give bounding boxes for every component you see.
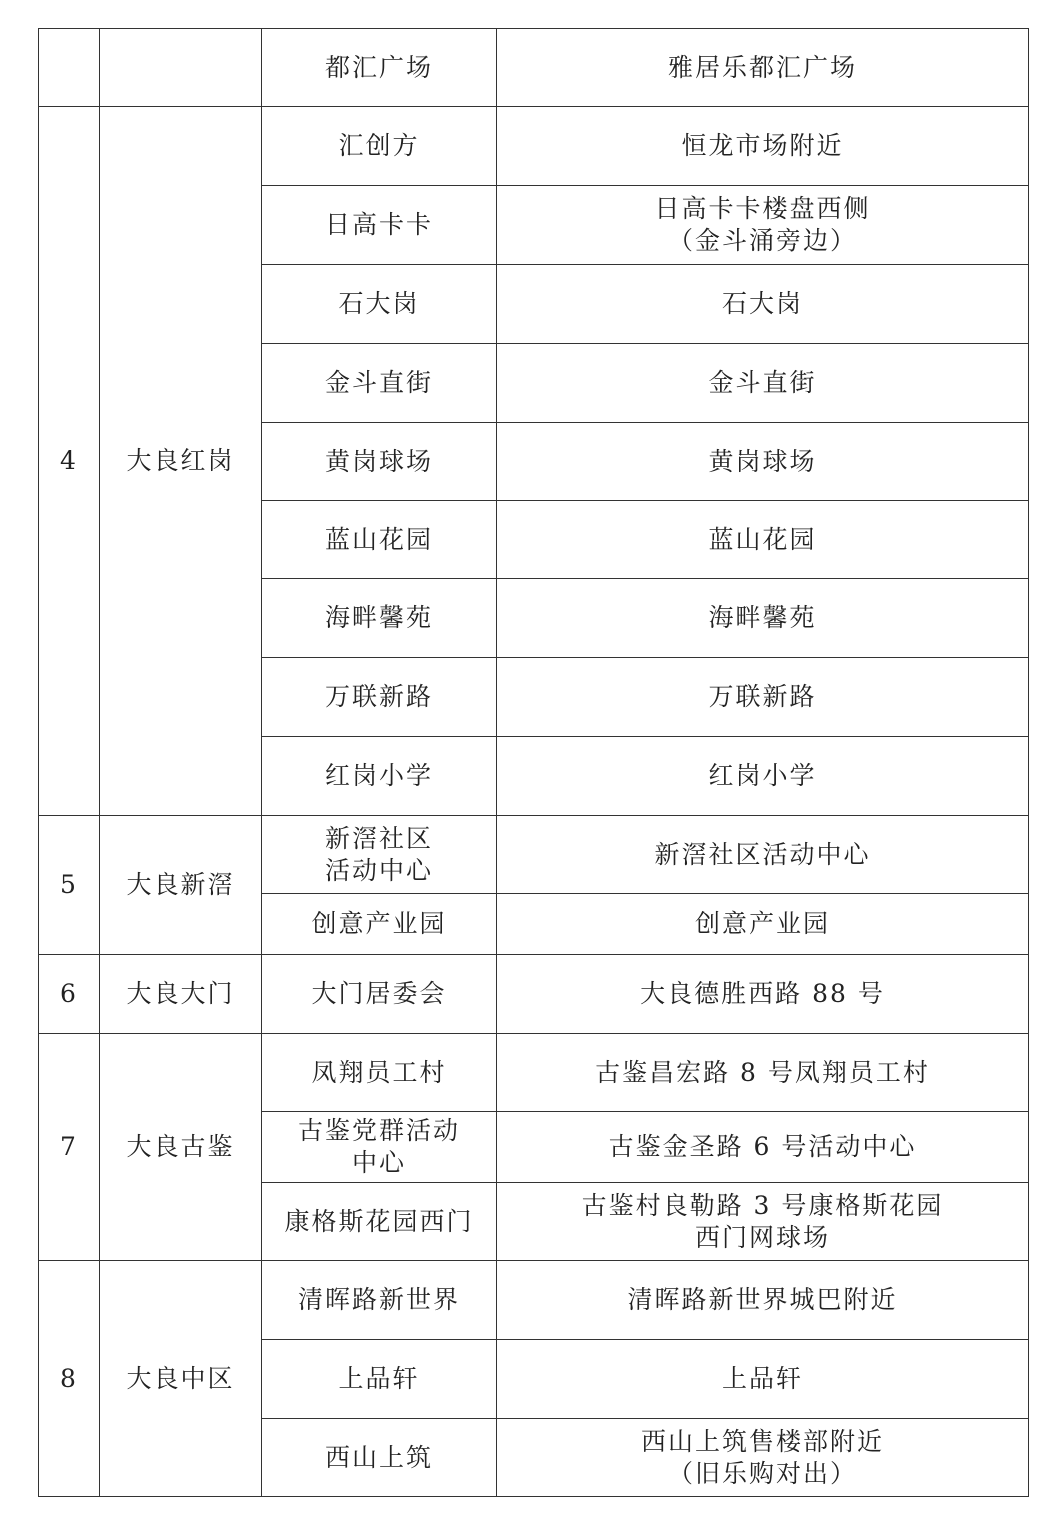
site-name: 金斗直街: [324, 368, 433, 397]
site-address-cell: [497, 265, 1029, 344]
site-name-cell: [262, 579, 497, 658]
site-address: 清晖路新世界城巴附近: [627, 1285, 898, 1314]
site-name: 汇创方: [338, 131, 420, 160]
site-name-cell: [262, 1112, 497, 1183]
group-number: 8: [39, 1261, 100, 1497]
site-address-cell: [497, 1034, 1029, 1112]
site-address-cell: [497, 1419, 1029, 1497]
site-name-cell: [262, 737, 497, 816]
site-name: 创意产业园: [311, 909, 447, 938]
site-name-cell: [262, 1419, 497, 1497]
site-name: 海畔馨苑: [324, 603, 433, 632]
group-number: [39, 29, 100, 107]
site-name-cell: [262, 1034, 497, 1112]
site-address: 古鉴金圣路 6 号活动中心: [608, 1132, 917, 1161]
site-address: 雅居乐都汇广场: [667, 52, 857, 82]
site-address-cell: [497, 894, 1029, 955]
site-address-cell: [497, 1261, 1029, 1340]
site-name: 康格斯花园西门: [284, 1206, 474, 1236]
site-address: 黄岗球场: [708, 446, 817, 476]
site-name-cell: [262, 29, 497, 107]
group-area: [100, 29, 262, 107]
site-address: 红岗小学: [708, 761, 817, 790]
site-address-cell: [497, 29, 1029, 107]
site-name-cell: [262, 265, 497, 344]
site-address-cell: [497, 186, 1029, 265]
site-name: 西山上筑: [324, 1442, 433, 1472]
group-number: 4: [39, 107, 100, 816]
table-row: [39, 107, 1029, 186]
site-name: 新滘社区: [324, 823, 433, 853]
site-name: 都汇广场: [324, 52, 433, 82]
site-name: 蓝山花园: [324, 524, 433, 554]
site-name: 黄岗球场: [324, 446, 433, 476]
site-name: 凤翔员工村: [311, 1057, 447, 1087]
site-address-cell: [497, 1112, 1029, 1183]
site-address-cell: [497, 658, 1029, 737]
site-name-cell: [262, 501, 497, 579]
site-name-cell: [262, 186, 497, 265]
site-address: 日高卡卡楼盘西侧: [654, 194, 871, 223]
table-row: [39, 29, 1029, 107]
site-address: 海畔馨苑: [708, 603, 817, 632]
site-address: 古鉴昌宏路 8 号凤翔员工村: [595, 1057, 930, 1087]
table-row: [39, 1034, 1029, 1112]
site-name-cell: [262, 423, 497, 501]
site-table: [38, 28, 1029, 1497]
site-name-cell: [262, 1261, 497, 1340]
site-name: 上品轩: [338, 1364, 420, 1393]
table-row: [39, 955, 1029, 1034]
table-row: [39, 816, 1029, 894]
site-address-cell: [497, 955, 1029, 1034]
site-address: 上品轩: [721, 1364, 803, 1393]
group-area: 大良古鉴: [100, 1034, 262, 1261]
site-address: 创意产业园: [694, 909, 830, 938]
site-table-body: [39, 29, 1029, 1497]
site-address: （旧乐购对出）: [667, 1458, 857, 1488]
site-address-cell: [497, 501, 1029, 579]
site-address: 古鉴村良勒路 3 号康格斯花园: [581, 1190, 944, 1220]
group-number: 6: [39, 955, 100, 1034]
group-area: 大良红岗: [100, 107, 262, 816]
site-address: 新滘社区活动中心: [654, 839, 871, 869]
site-name-cell: [262, 1183, 497, 1261]
site-name-cell: [262, 816, 497, 894]
site-name-cell: [262, 894, 497, 955]
site-name: 日高卡卡: [324, 210, 433, 239]
site-address: 石大岗: [721, 289, 803, 318]
group-area: 大良大门: [100, 955, 262, 1034]
site-name: 万联新路: [324, 682, 433, 711]
site-name-cell: [262, 344, 497, 423]
group-area: 大良中区: [100, 1261, 262, 1497]
site-address-cell: [497, 107, 1029, 186]
site-address: （金斗涌旁边）: [667, 226, 857, 255]
site-name-cell: [262, 955, 497, 1034]
site-name: 中心: [351, 1148, 406, 1177]
site-name: 清晖路新世界: [297, 1285, 460, 1314]
site-address-cell: [497, 1340, 1029, 1419]
site-address: 西山上筑售楼部附近: [640, 1426, 884, 1456]
site-address-cell: [497, 344, 1029, 423]
site-address: 蓝山花园: [708, 524, 817, 554]
site-name: 活动中心: [324, 855, 433, 885]
site-name: 大门居委会: [311, 979, 447, 1008]
site-address: 恒龙市场附近: [681, 131, 844, 160]
site-address-cell: [497, 737, 1029, 816]
site-name-cell: [262, 107, 497, 186]
group-area: 大良新滘: [100, 816, 262, 955]
site-name: 石大岗: [338, 289, 420, 318]
site-address: 万联新路: [708, 682, 817, 711]
site-name-cell: [262, 658, 497, 737]
site-name-cell: [262, 1340, 497, 1419]
group-number: 5: [39, 816, 100, 955]
site-address-cell: [497, 816, 1029, 894]
site-address-cell: [497, 423, 1029, 501]
group-number: 7: [39, 1034, 100, 1261]
site-address-cell: [497, 1183, 1029, 1261]
site-address: 西门网球场: [694, 1222, 830, 1252]
site-address-cell: [497, 579, 1029, 658]
site-address: 大良德胜西路 88 号: [640, 979, 885, 1008]
table-row: [39, 1261, 1029, 1340]
site-name: 红岗小学: [324, 761, 433, 790]
site-name: 古鉴党群活动: [297, 1116, 460, 1145]
site-address: 金斗直街: [708, 368, 817, 397]
